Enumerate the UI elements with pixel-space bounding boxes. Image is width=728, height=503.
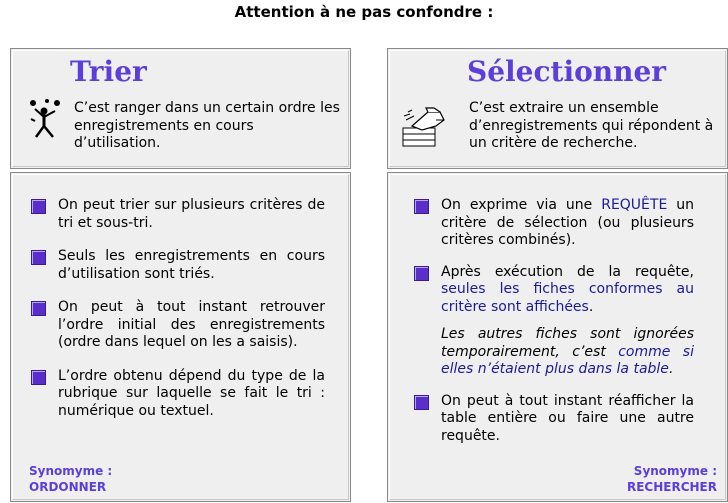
trier-body-panel <box>10 172 351 502</box>
list-item <box>414 197 694 250</box>
selectionner-definition: C’est extraire un ensemble d’enregistrements qui répondent à un critère de recherche. <box>469 100 714 151</box>
trier-point-2: Seuls les enregistrements en cours d’utilisation sont triés. <box>58 248 325 282</box>
square-bullet-icon <box>414 266 429 281</box>
selectionner-synonym-value: RECHERCHER <box>626 480 717 494</box>
selectionner-note-highlight: comme si elles n’étaient plus dans la table <box>441 343 694 377</box>
requete-keyword: REQUÊTE <box>601 197 668 213</box>
trier-point-1: On peut trier sur plusieurs critères de tri et sous-tri. <box>58 197 325 231</box>
trier-synonym-value: ORDONNER <box>29 480 107 494</box>
selectionner-synonym-label: Synomyme : <box>633 464 717 478</box>
trier-definition: C’est ranger dans un certain ordre les enregistrements en cours d’utilisation. <box>74 100 340 151</box>
hand-picking-icon <box>400 106 448 148</box>
square-bullet-icon <box>31 199 46 214</box>
list-item <box>31 299 325 352</box>
selectionner-point-1a: On exprime via une <box>441 197 602 213</box>
selectionner-point-2-highlight: seules les fiches conformes au critère sont affichées <box>441 281 694 315</box>
selectionner-point-3: On peut à tout instant réafficher la table entière ou faire une autre requête. <box>441 392 694 444</box>
square-bullet-icon <box>31 250 46 265</box>
trier-point-3: On peut à tout instant retrouver l’ordre initial des enregistrements (ordre dans lequel on les a saisis). <box>58 299 325 350</box>
list-item <box>414 393 694 446</box>
selectionner-points-list <box>414 197 694 445</box>
list-item <box>31 197 325 232</box>
selectionner-note-a: Les autres fiches sont ignorées temporairement, c’est <box>441 326 694 360</box>
list-item <box>31 368 325 421</box>
trier-title: Trier <box>70 55 147 88</box>
trier-synonym <box>29 463 112 495</box>
selectionner-point-2a: Après exécution de la requête, <box>441 263 694 280</box>
selectionner-note-c: . <box>668 361 674 377</box>
selectionner-note <box>441 326 694 379</box>
list-item <box>31 248 325 283</box>
selectionner-synonym <box>627 463 717 495</box>
square-bullet-icon <box>31 301 46 316</box>
selectionner-point-1b: un critère de sélection (ou plusieurs critères combinés). <box>441 197 694 248</box>
square-bullet-icon <box>414 395 429 410</box>
page-title: Attention à ne pas confondre : <box>234 3 494 21</box>
juggler-icon <box>27 99 65 139</box>
selectionner-header-panel <box>387 48 728 169</box>
selectionner-title: Sélectionner <box>467 55 667 88</box>
trier-points-list <box>31 197 325 420</box>
square-bullet-icon <box>31 370 46 385</box>
trier-synonym-label: Synomyme : <box>29 464 113 478</box>
list-item <box>414 264 694 379</box>
trier-point-4: L’ordre obtenu dépend du type de la rubrique sur laquelle se fait le tri : numérique ou textuel. <box>58 367 325 419</box>
selectionner-point-2b: . <box>588 298 594 315</box>
trier-header-panel <box>10 48 351 169</box>
selectionner-body-panel <box>387 172 728 502</box>
square-bullet-icon <box>414 199 429 214</box>
